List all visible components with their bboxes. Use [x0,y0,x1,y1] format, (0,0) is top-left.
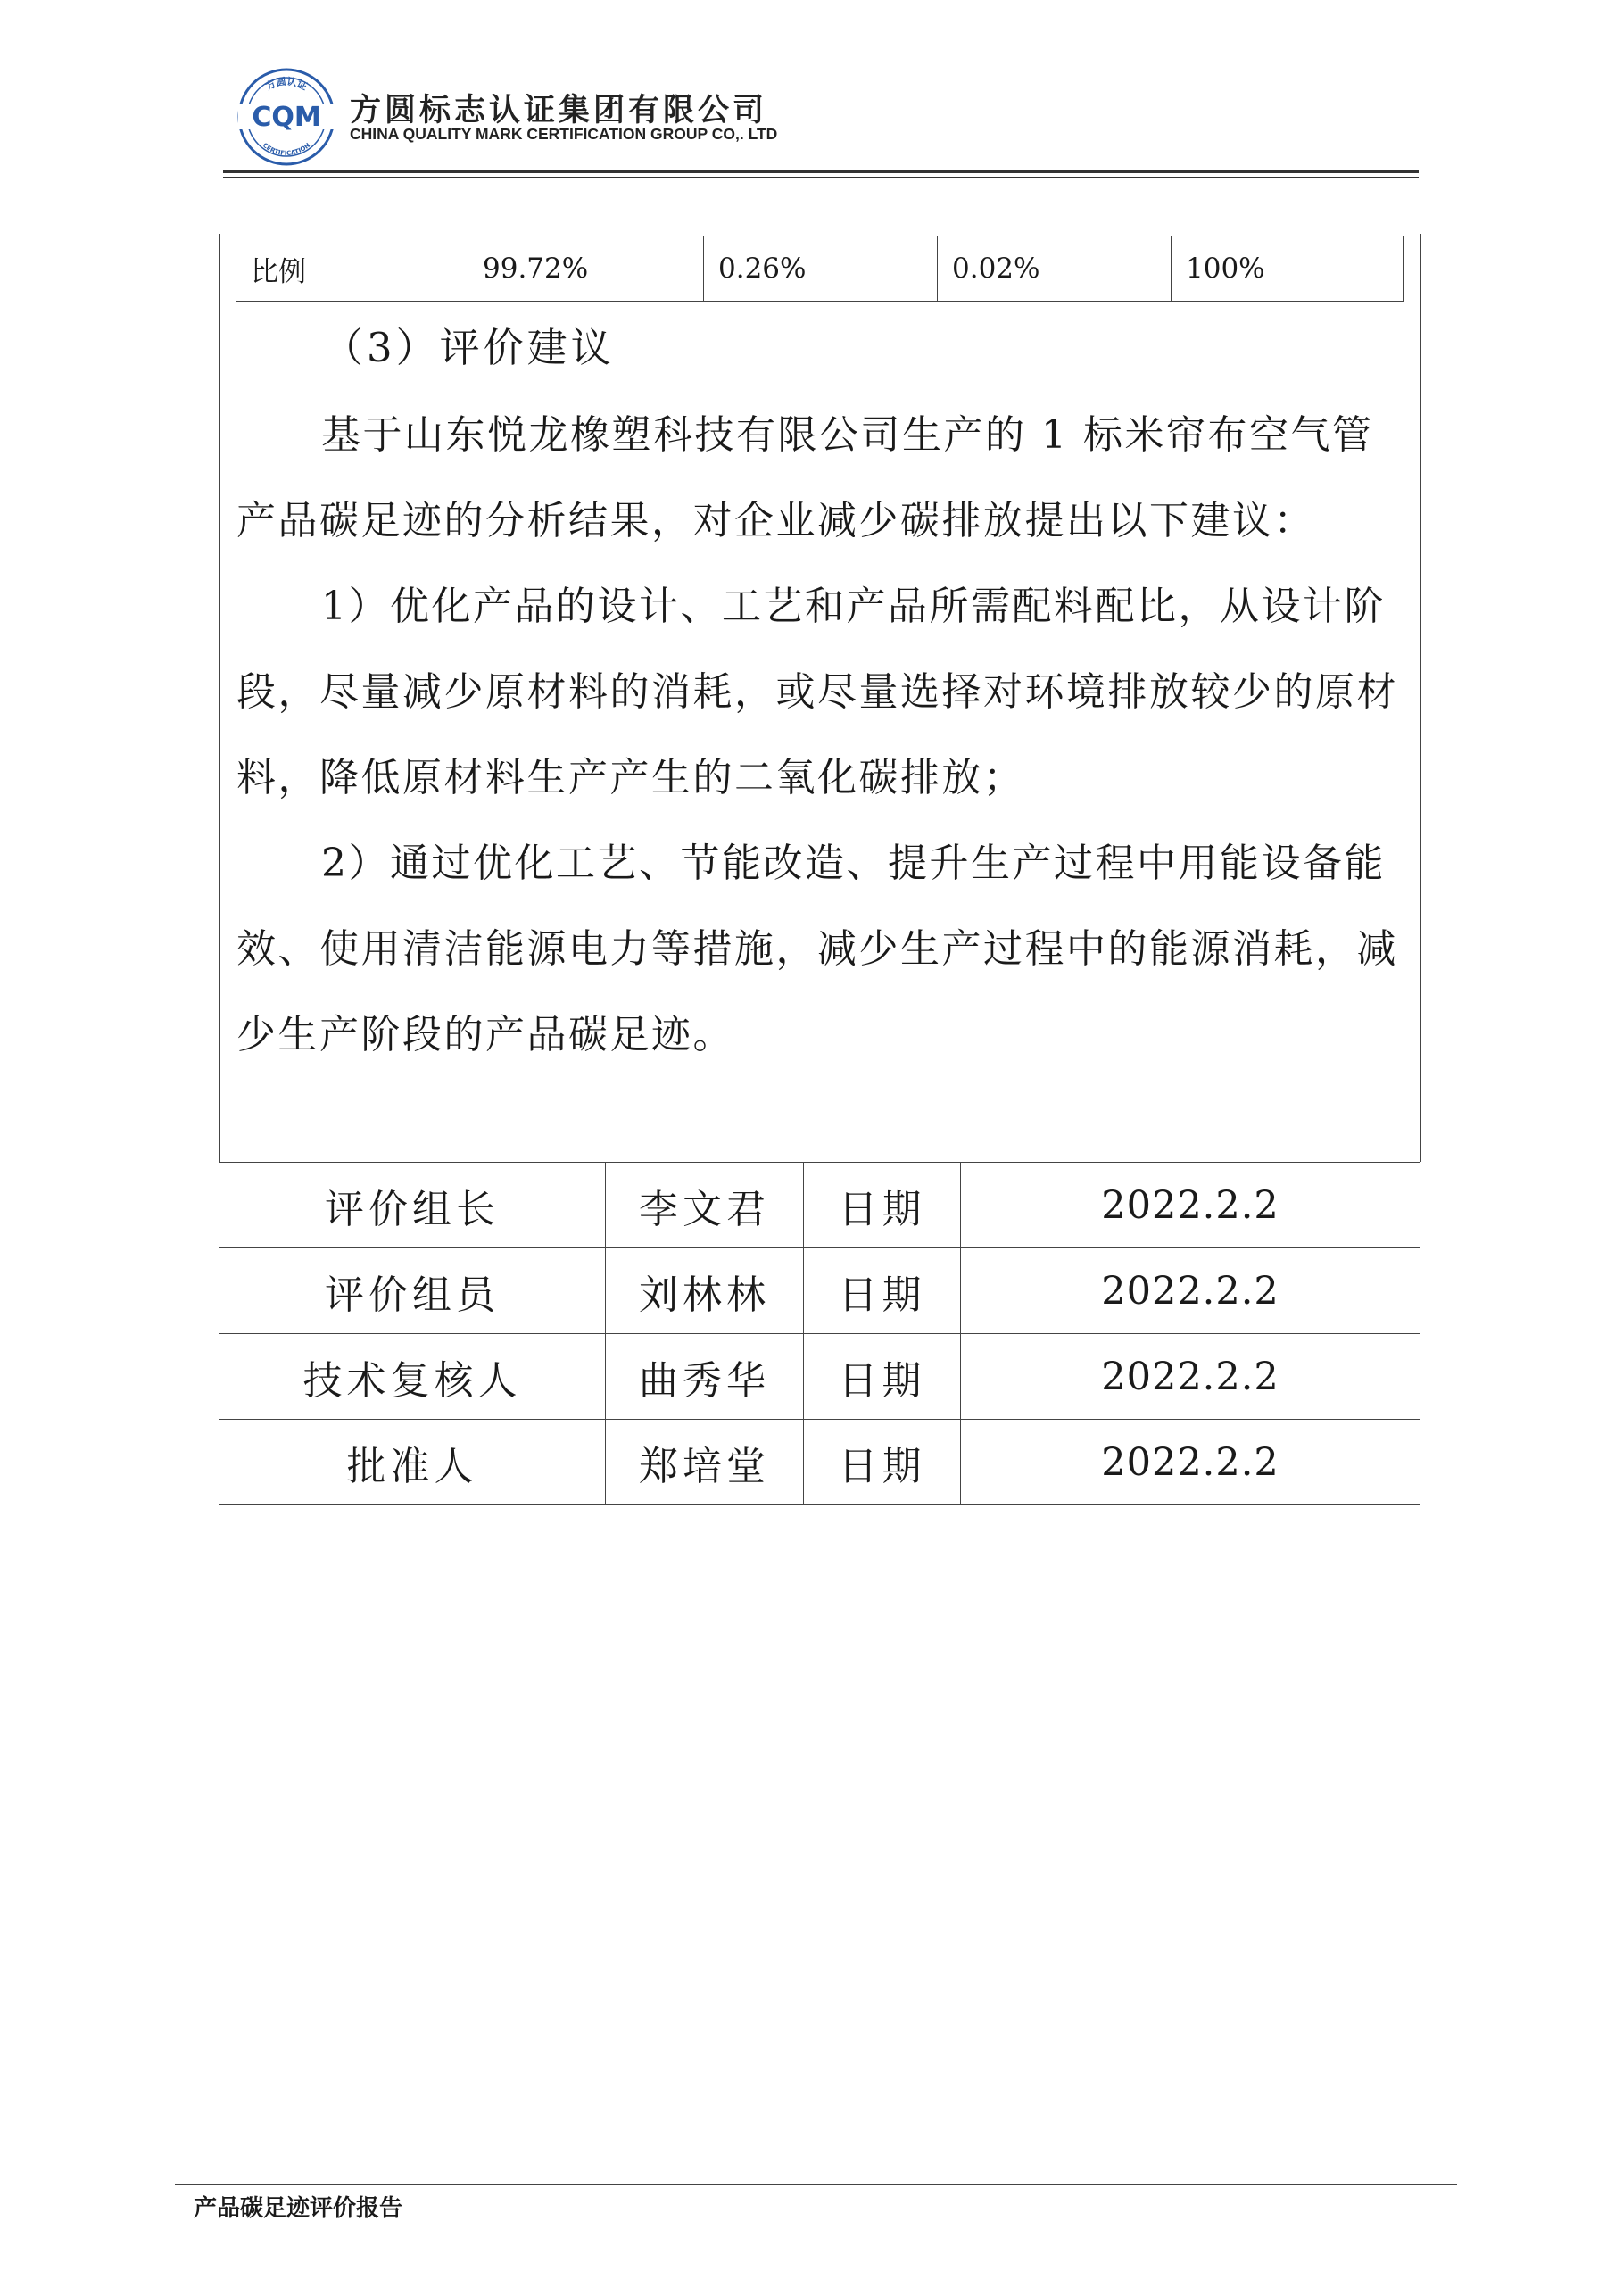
suggestion-text-1: 1）优化产品的设计、工艺和产品所需配料配比，从设计阶段，尽量减少原材料的消耗，或尽量选择对环境排放较少的原材料，降低原材料生产产生的二氧化碳排放； [236,584,1398,800]
suggestion-text-2: 2）通过优化工艺、节能改造、提升生产过程中用能设备能效、使用清洁能源电力等措施，减少生产过程中的能源消耗，减少生产阶段的产品碳足迹。 [236,841,1398,1057]
footer-rule [175,2184,1457,2185]
date-cell: 2022.2.2 [961,1420,1420,1505]
ratio-value-cell: 0.26% [704,236,938,302]
page-header [0,0,1623,178]
table-row [236,236,1404,302]
date-label-cell: 日期 [804,1420,961,1505]
table-row [219,1420,1420,1505]
role-cell: 评价组员 [219,1248,606,1334]
ratio-value-cell: 99.72% [468,236,704,302]
logo-ring-bottom-text: CERTIFICATION [261,141,312,158]
date-label-cell: 日期 [804,1248,961,1334]
frame-left-border [219,234,220,1162]
role-cell: 技术复核人 [219,1334,606,1420]
ratio-total-cell: 100% [1172,236,1404,302]
name-cell: 刘林林 [606,1248,804,1334]
signoff-table [219,1162,1420,1505]
role-cell: 评价组长 [219,1163,606,1248]
date-cell: 2022.2.2 [961,1163,1420,1248]
intro-paragraph [236,393,1405,564]
intro-text: 基于山东悦龙橡塑科技有限公司生产的 1 标米帘布空气管产品碳足迹的分析结果，对企业减少碳排放提出以下建议： [236,412,1374,543]
table-row [219,1163,1420,1248]
date-cell: 2022.2.2 [961,1248,1420,1334]
date-label-cell: 日期 [804,1334,961,1420]
cqm-logo [236,67,336,167]
ratio-table [236,236,1404,302]
role-cell: 批准人 [219,1420,606,1505]
name-cell: 曲秀华 [606,1334,804,1420]
logo-text: CQM [252,102,321,133]
name-cell: 郑培堂 [606,1420,804,1505]
section-title: （3）评价建议 [323,324,615,371]
name-cell: 李文君 [606,1163,804,1248]
frame-right-border [1420,234,1421,1162]
table-row [219,1248,1420,1334]
table-row [219,1334,1420,1420]
logo-ring-top-text: 方圆认证 [263,75,310,93]
header-rule-thin [223,177,1419,178]
header-rule-thick [223,170,1419,173]
company-name-cn: 方圆标志认证集团有限公司 [350,93,768,128]
suggestion-paragraph-2 [236,821,1405,1078]
suggestion-paragraph-1 [236,564,1405,821]
company-name-en: CHINA QUALITY MARK CERTIFICATION GROUP CO,. LTD [350,125,778,143]
ratio-value-cell: 0.02% [938,236,1172,302]
date-cell: 2022.2.2 [961,1334,1420,1420]
footer-title: 产品碳足迹评价报告 [194,2195,403,2222]
ratio-label-cell: 比例 [236,236,468,302]
date-label-cell: 日期 [804,1163,961,1248]
